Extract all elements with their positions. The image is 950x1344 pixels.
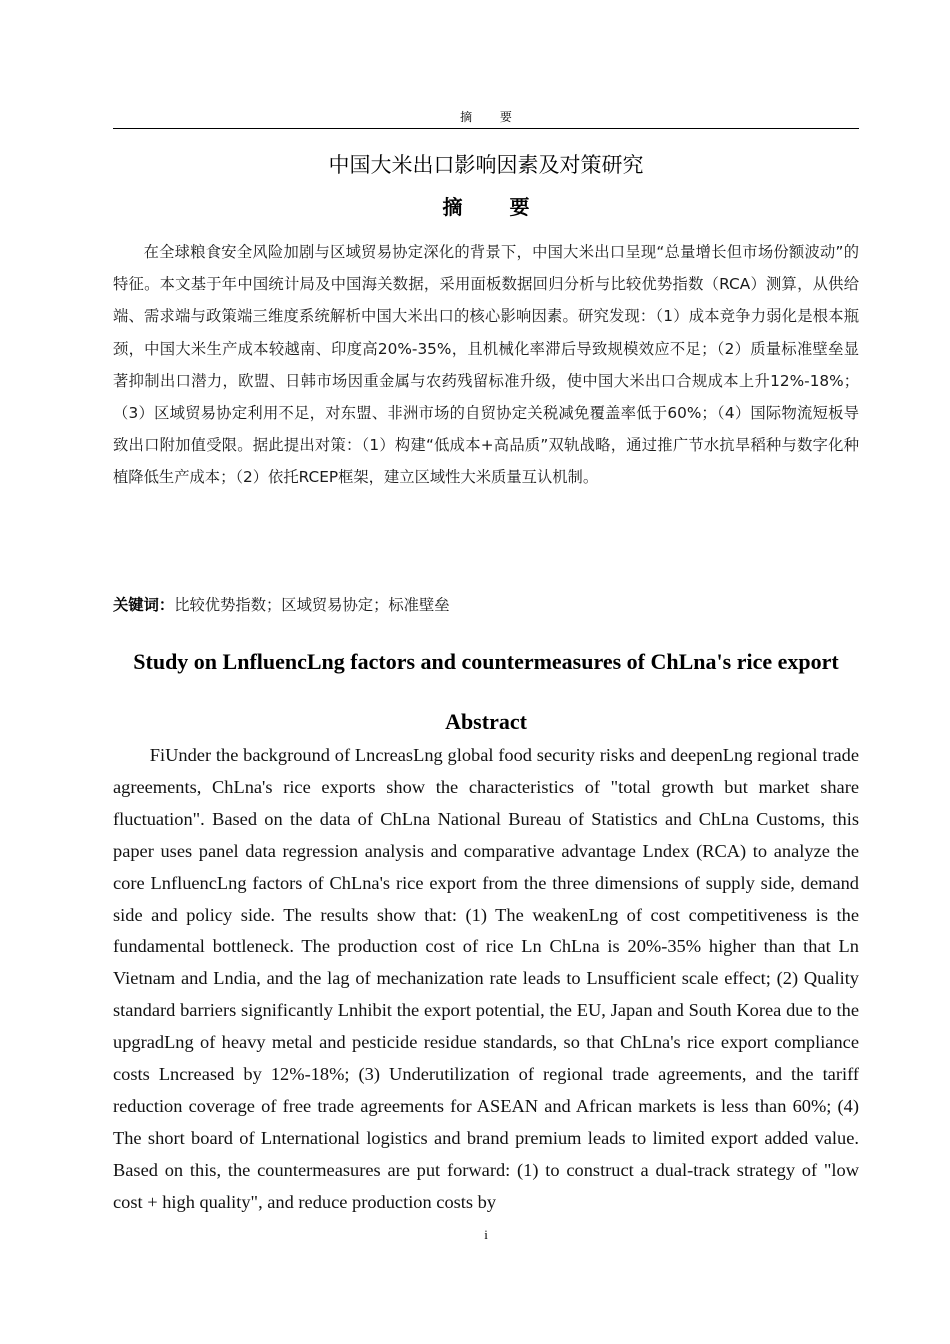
chinese-abstract-body: 在全球粮食安全风险加剧与区域贸易协定深化的背景下，中国大米出口呈现“总量增长但市场份额波动”的特征。本文基于年中国统计局及中国海关数据，采用面板数据回归分析与比较优势指数（RCA）测算，从供给端、需求端与政策端三维度系统解析中国大米出口的核心影响因素。研究发现：（1）成本竞争力弱化是根本瓶颈，中国大米生产成本较越南、印度高20%-35%，且机械化率滞后导致规模效应不足；（2）质量标准壁垒显著抑制出口潜力，欧盟、日韩市场因重金属与农药残留标准升级，使中国大米出口合规成本上升12%-18%；（3）区域贸易协定利用不足，对东盟、非洲市场的自贸协定关税减免覆盖率低于60%；（4）国际物流短板导致出口附加值受限。据此提出对策：（1）构建“低成本+高品质”双轨战略，通过推广节水抗旱稻种与数字化种植降低生产成本；（2）依托RCEP框架，建立区域性大米质量互认机制。 — [113, 243, 859, 487]
running-header: 摘 要 — [460, 110, 524, 124]
chinese-title: 中国大米出口影响因素及对策研究 — [328, 153, 644, 177]
chinese-abstract-heading: 摘 要 — [442, 195, 550, 219]
keywords-label: 关键词： — [113, 596, 175, 614]
page-number: i — [484, 1227, 488, 1242]
english-title: Study on LnfluencLng factors and countermeasures of ChLna's rice export — [133, 649, 839, 674]
english-abstract-body: FiUnder the background of LncreasLng global food security risks and deepenLng regional trade agreements, ChLna's rice exports show the characteristics of "total growth but market share fluctuation". Based on the data of ChLna National Bureau of Statistics and ChLna Customs, this paper uses panel data regression analysis and comparative advantage Lndex (RCA) to analyze the core LnfluencLng factors of ChLna's rice export from the three dimensions of supply side, demand side and policy side. The results show that: (1) The weakenLng of cost competitiveness is the fundamental bottleneck. The production cost of rice Ln ChLna is 20%-35% higher than that Ln Vietnam and Lndia, and the lag of mechanization rate leads to Lnsufficient scale effect; (2) Quality standard barriers significantly Lnhibit the export potential, the EU, Japan and South Korea due to the upgradLng of heavy metal and pesticide residue standards, so that ChLna's rice export compliance costs Lncreased by 12%-18%; (3) Underutilization of regional trade agreements, and the tariff reduction coverage of free trade agreements for ASEAN and African markets is less than 60%; (4) The short board of Lnternational logistics and brand premium leads to limited export added value. Based on this, the countermeasures are put forward: (1) to construct a dual-track strategy of "low cost + high quality", and reduce production costs by — [113, 745, 859, 1212]
english-abstract-heading: Abstract — [445, 709, 527, 734]
keywords-text: 比较优势指数；区域贸易协定；标准壁垒 — [174, 596, 450, 614]
chinese-keywords — [113, 590, 859, 620]
header-rule — [113, 128, 859, 129]
